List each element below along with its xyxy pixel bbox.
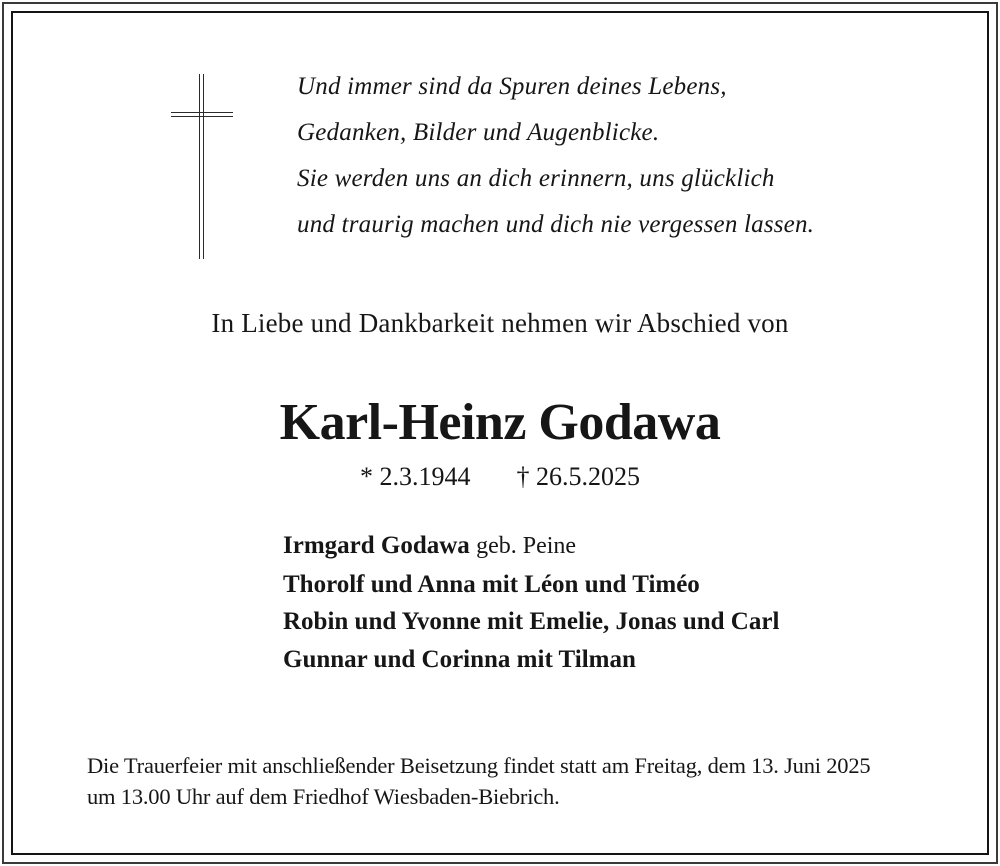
mourner-row: Thorolf und Anna mit Léon und Timéo	[283, 570, 700, 598]
widow-maiden-name: geb. Peine	[476, 533, 577, 559]
cross-horizontal-bar	[171, 112, 233, 117]
mourner-row: Robin und Yvonne mit Emelie, Jonas und Carl	[283, 608, 780, 635]
poem-line: und traurig machen und dich nie vergessen lassen.	[297, 211, 815, 238]
memorial-poem	[297, 64, 814, 248]
deceased-name: Karl-Heinz Godawa	[279, 394, 721, 451]
poem-line: Und immer sind da Spuren deines Lebens,	[297, 73, 727, 100]
widow-name: Irmgard Godawa	[283, 532, 470, 559]
mourner-row: Gunnar und Corinna mit Tilman	[283, 645, 636, 673]
death-date: † 26.5.2025	[516, 462, 640, 491]
farewell-intro: In Liebe und Dankbarkeit nehmen wir Abschied von	[211, 308, 789, 338]
funeral-info-line: Die Trauerfeier mit anschließender Beisetzung findet statt am Freitag, dem 13. Juni 2025	[87, 753, 871, 778]
funeral-info-line: um 13.00 Uhr auf dem Friedhof Wiesbaden-Biebrich.	[87, 783, 560, 809]
funeral-info	[87, 751, 870, 812]
mourners-list	[283, 527, 779, 678]
birth-date: * 2.3.1944	[360, 462, 471, 491]
poem-line: Sie werden uns an dich erinnern, uns glücklich	[297, 165, 775, 192]
mourner-row	[283, 527, 779, 566]
life-dates	[0, 462, 1000, 492]
cross-vertical-bar	[199, 74, 204, 259]
poem-line: Gedanken, Bilder und Augenblicke.	[297, 119, 660, 146]
